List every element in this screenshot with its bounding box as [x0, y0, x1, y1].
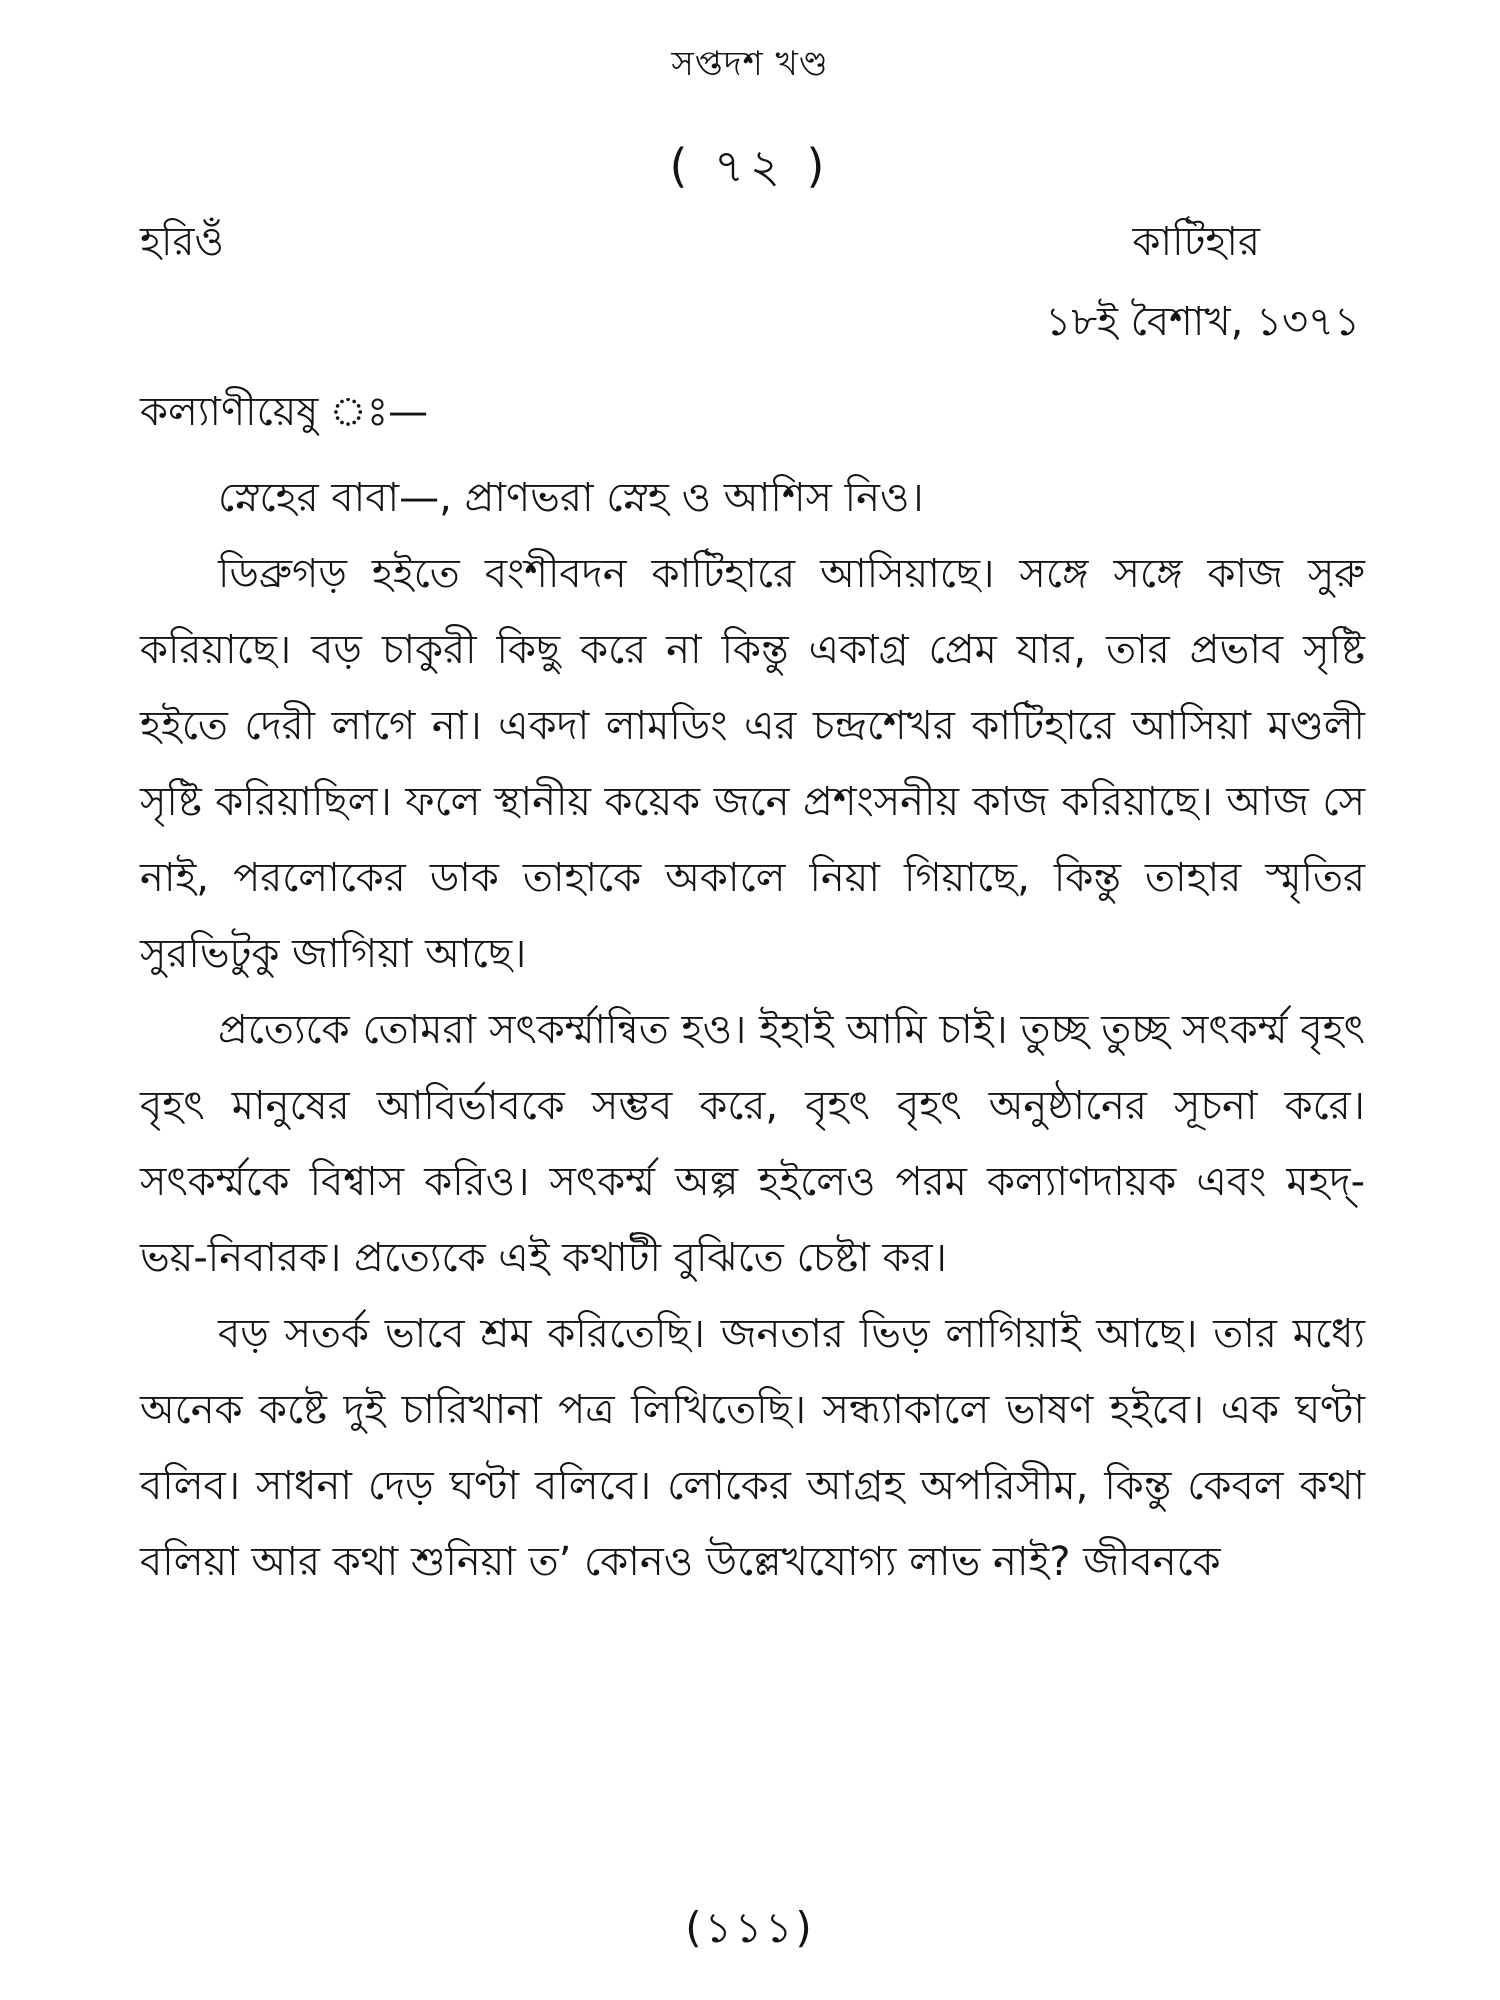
- letter-number: ( ৭২ ): [669, 139, 831, 193]
- letter-body: [140, 460, 1365, 1600]
- letter-date: ১৮ই বৈশাখ, ১৩৭১: [1045, 299, 1360, 345]
- paragraph: ডিব্রুগড় হইতে বংশীবদন কাটিহারে আসিয়াছে। সঙ্গে সঙ্গে কাজ সুরু করিয়াছে। বড় চাকুরী কিছু করে না কিন্তু একাগ্র প্রেম যার, তার প্রভাব সৃষ্টি হইতে দেরী লাগে না। একদা লামডিং এর চন্দ্রশেখর কাটিহারে আসিয়া মণ্ডলী সৃষ্টি করিয়াছিল। ফলে স্থানীয় কয়েক জনে প্রশংসনীয় কাজ করিয়াছে। আজ সে নাই, পরলোকের ডাক তাহাকে অকালে নিয়া গিয়াছে, কিন্তু তাহার স্মৃতির সুরভিটুকু জাগিয়া আছে।: [140, 551, 1365, 977]
- paragraph: প্রত্যেকে তোমরা সৎকর্ম্মান্বিত হও। ইহাই আমি চাই। তুচ্ছ তুচ্ছ সৎকর্ম্ম বৃহৎ বৃহৎ মানুষের আবির্ভাবকে সম্ভব করে, বৃহৎ বৃহৎ অনুষ্ঠানের সূচনা করে। সৎকর্ম্মকে বিশ্বাস করিও। সৎকর্ম্ম অল্প হইলেও পরম কল্যাণদায়ক এবং মহদ্-ভয়-নিবারক। প্রত্যেকে এই কথাটী বুঝিতে চেষ্টা কর।: [140, 1007, 1365, 1281]
- running-head: সপ্তদশ খণ্ড: [671, 44, 829, 84]
- invocation: হরিওঁ: [140, 219, 224, 265]
- page-number: (১১১): [685, 1903, 815, 1952]
- letter-place: কাটিহার: [1132, 219, 1260, 265]
- paragraph-greeting: স্নেহের বাবা—, প্রাণভরা স্নেহ ও আশিস নিও।: [218, 475, 924, 521]
- paragraph: বড় সতর্ক ভাবে শ্রম করিতেছি। জনতার ভিড় লাগিয়াই আছে। তার মধ্যে অনেক কষ্টে দুই চারিখানা পত্র লিখিতেছি। সন্ধ্যাকালে ভাষণ হইবে। এক ঘণ্টা বলিব। সাধনা দেড় ঘণ্টা বলিবে। লোকের আগ্রহ অপরিসীম, কিন্তু কেবল কথা বলিয়া আর কথা শুনিয়া ত’ কোনও উল্লেখযোগ্য লাভ নাই? জীবনকে: [140, 1311, 1365, 1585]
- addressee: কল্যাণীয়েষু ঃ—: [140, 389, 429, 435]
